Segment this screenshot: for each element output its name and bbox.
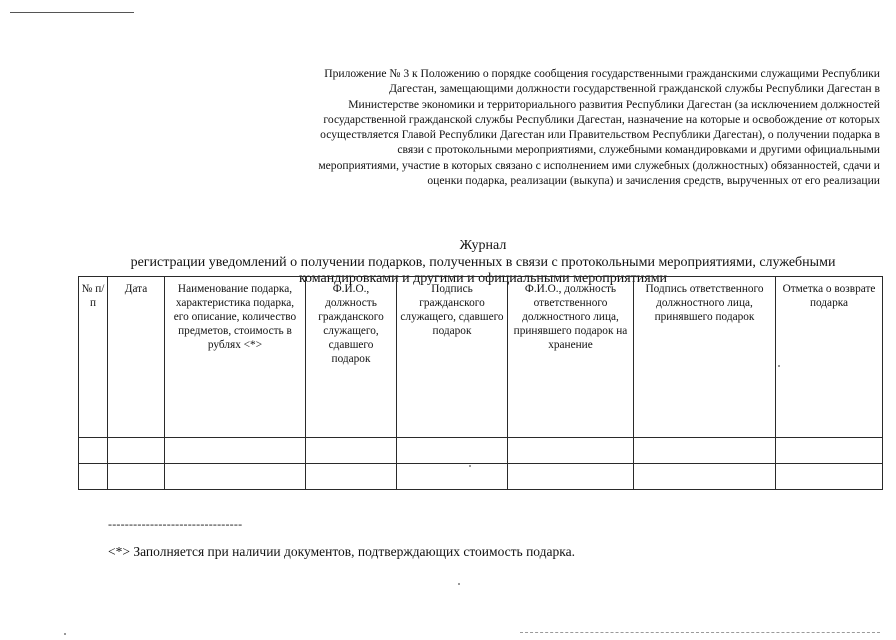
column-header-employee-name: Ф.И.О., должность гражданского служащего, сдавшего подарок xyxy=(306,277,397,438)
bottom-scan-edge xyxy=(520,632,880,633)
table-cell[interactable] xyxy=(776,438,883,464)
table-cell[interactable] xyxy=(79,464,108,490)
table-cell[interactable] xyxy=(634,438,776,464)
footnote-separator: -------------------------------- xyxy=(108,517,243,531)
scan-speck xyxy=(778,365,780,367)
appendix-text: Приложение № 3 к Положению о порядке сообщения государственными гражданскими служащими Республики Дагестан, замещающими должности государственной гражданской службы Республики Дагестан в Министерстве экономики и территориального развития Республики Дагестан (за исключением должностей государственной гражданской службы Республики Дагестан, назначение на которые и освобождение от которых осуществляется Главой Республики Дагестан или Правительством Республики Дагестан), о получении подарка в связи с протокольными мероприятиями, служебными командировками и другими официальными мероприятиями, участие в которых связано с исполнением ими служебных (должностных) обязанностей, сдачи и оценки подарка, реализации (выкупа) и зачисления средств, вырученных от его реализации xyxy=(318,67,880,188)
scan-speck xyxy=(469,465,471,467)
table-cell[interactable] xyxy=(108,438,165,464)
table-cell[interactable] xyxy=(508,464,634,490)
table-cell[interactable] xyxy=(165,464,306,490)
column-header-date: Дата xyxy=(108,277,165,438)
table-cell[interactable] xyxy=(79,438,108,464)
column-header-return-mark: Отметка о возврате подарка xyxy=(776,277,883,438)
column-header-gift-description: Наименование подарка, характеристика подарка, его описание, количество предметов, стоимость в рублях <*> xyxy=(165,277,306,438)
footnote-text: <*> Заполняется при наличии документов, подтверждающих стоимость подарка. xyxy=(108,544,575,559)
scan-speck xyxy=(458,583,460,585)
table-cell[interactable] xyxy=(306,438,397,464)
table-cell[interactable] xyxy=(508,438,634,464)
table-cell[interactable] xyxy=(634,464,776,490)
column-header-number: № п/п xyxy=(79,277,108,438)
column-header-responsible-signature: Подпись ответственного должностного лица, принявшего подарок xyxy=(634,277,776,438)
column-header-responsible-name: Ф.И.О., должность ответственного должностного лица, принявшего подарок на хранение xyxy=(508,277,634,438)
table-cell[interactable] xyxy=(165,438,306,464)
scan-speck xyxy=(64,633,66,635)
table-cell[interactable] xyxy=(108,464,165,490)
table-cell[interactable] xyxy=(397,464,508,490)
registration-table xyxy=(78,276,883,490)
journal-heading: Журнал xyxy=(459,238,507,253)
table-row xyxy=(79,438,883,464)
table-cell[interactable] xyxy=(776,464,883,490)
table-row xyxy=(79,464,883,490)
table-cell[interactable] xyxy=(397,438,508,464)
top-rule xyxy=(10,12,134,13)
column-header-employee-signature: Подпись гражданского служащего, сдавшего подарок xyxy=(397,277,508,438)
table-cell[interactable] xyxy=(306,464,397,490)
table-header-row xyxy=(79,277,883,438)
journal-subtitle: регистрации уведомлений о получении подарков, полученных в связи с протокольными мероприятиями, служебными командировками и другими и официальными мероприятиями xyxy=(130,254,836,286)
